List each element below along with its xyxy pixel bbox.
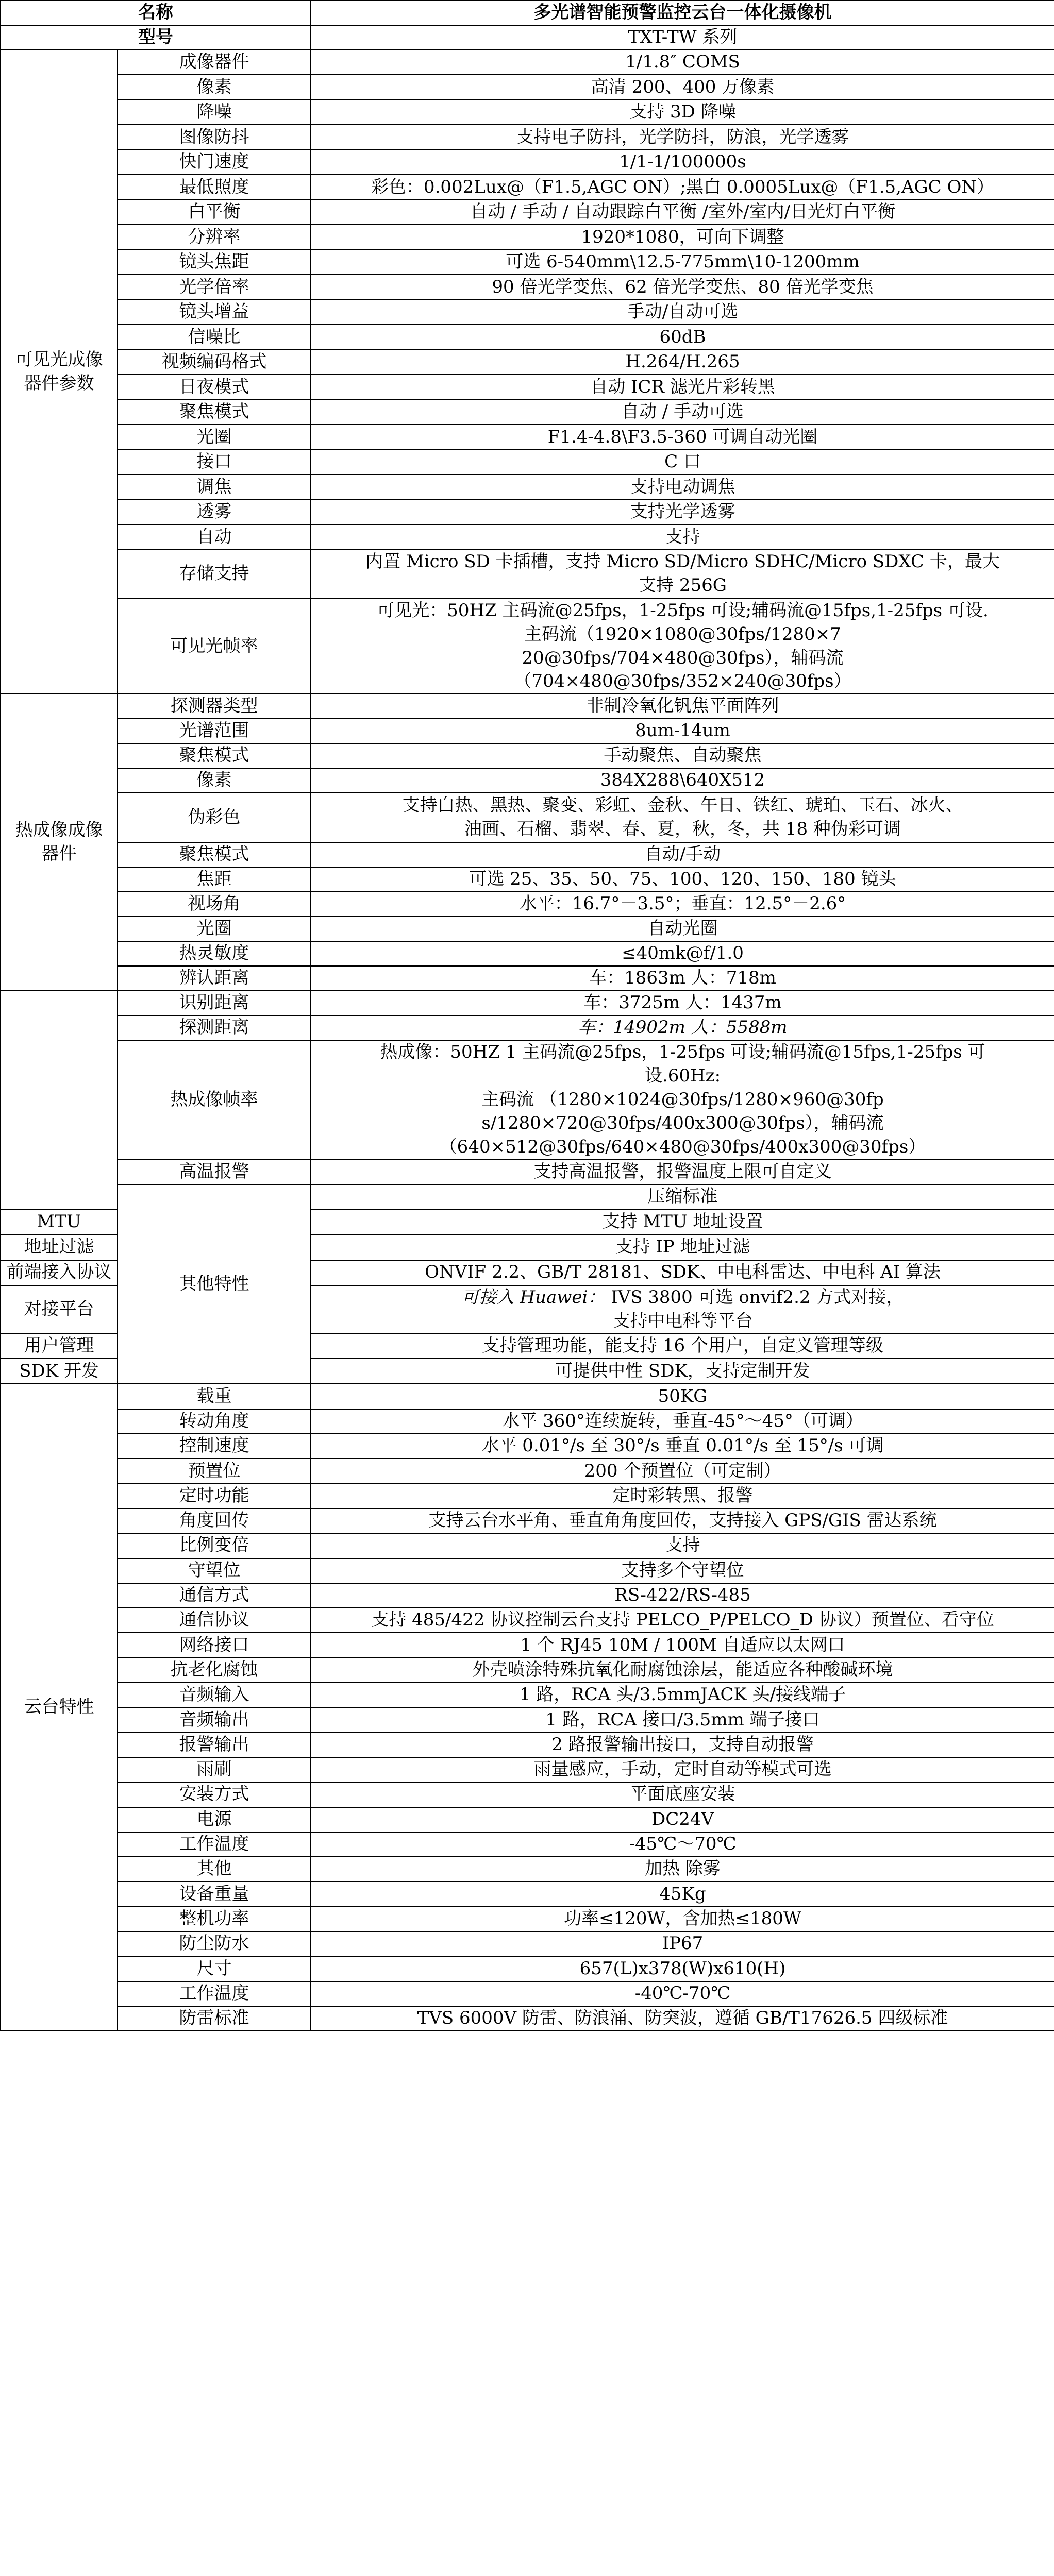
- table-row: [1, 1533, 1054, 1558]
- table-row: [1, 1832, 1054, 1857]
- table-row: [1, 1658, 1054, 1683]
- param-value: 自动 ICR 滤光片彩转黑: [311, 375, 1054, 400]
- param-name: 光谱范围: [118, 719, 311, 743]
- param-value: 1920*1080，可向下调整: [311, 225, 1054, 250]
- table-row: [1, 1981, 1054, 2006]
- table-row: [1, 150, 1054, 175]
- section-label-thermal: 热成像成像器件: [1, 694, 118, 991]
- table-row: [1, 350, 1054, 375]
- table-row: [1, 200, 1054, 225]
- param-name: 前端接入协议: [1, 1260, 118, 1285]
- param-value: 可选 25、35、50、75、100、120、150、180 镜头: [311, 867, 1054, 892]
- table-row: [1, 125, 1054, 150]
- table-row: [1, 719, 1054, 743]
- param-name: 像素: [118, 75, 311, 100]
- param-value: 可选 6-540mm\12.5-775mm\10-1200mm: [311, 250, 1054, 275]
- param-name: 音频输入: [118, 1683, 311, 1707]
- param-value: ≤40mk@f/1.0: [311, 941, 1054, 966]
- table-row: [1, 1509, 1054, 1533]
- param-name: 信噪比: [118, 325, 311, 350]
- param-value: 可提供中性 SDK，支持定制开发: [311, 1359, 1054, 1384]
- section-label-other: 其他特性: [118, 1184, 311, 1384]
- param-name: 焦距: [118, 867, 311, 892]
- param-name: 防尘防水: [118, 1931, 311, 1956]
- param-value: 自动 / 手动可选: [311, 400, 1054, 425]
- param-value: 384X288\640X512: [311, 768, 1054, 793]
- product-title: 多光谱智能预警监控云台一体化摄像机: [311, 1, 1054, 25]
- param-name: 工作温度: [118, 1832, 311, 1857]
- param-name: 抗老化腐蚀: [118, 1658, 311, 1683]
- table-row: [1, 1434, 1054, 1459]
- table-row: [1, 1807, 1054, 1832]
- param-name: 比例变倍: [118, 1533, 311, 1558]
- param-value-detect: 车：14902m 人：5588m: [311, 1015, 1054, 1040]
- param-value: 车：3725m 人：1437m: [311, 991, 1054, 1015]
- param-name: 热成像帧率: [118, 1040, 311, 1159]
- param-name: 像素: [118, 768, 311, 793]
- param-name: SDK 开发: [1, 1359, 118, 1384]
- table-row: [1, 400, 1054, 425]
- table-row: [1, 1015, 1054, 1040]
- param-name: 自动: [118, 524, 311, 550]
- table-row: [1, 425, 1054, 450]
- param-value: 车：1863m 人：718m: [311, 966, 1054, 991]
- table-row: [1, 1683, 1054, 1707]
- table-row: [1, 966, 1054, 991]
- param-name: 透雾: [118, 500, 311, 525]
- value-line: 可接入 Huawei：: [461, 1286, 606, 1308]
- param-name: 地址过滤: [1, 1235, 118, 1260]
- param-value: 1/1-1/100000s: [311, 150, 1054, 175]
- param-name: 控制速度: [118, 1434, 311, 1459]
- param-value: 支持: [311, 1533, 1054, 1558]
- param-value: 外壳喷涂特殊抗氧化耐腐蚀涂层，能适应各种酸碱环境: [311, 1658, 1054, 1683]
- param-value: 水平 0.01°/s 至 30°/s 垂直 0.01°/s 至 15°/s 可调: [311, 1434, 1054, 1459]
- table-row: [1, 1882, 1054, 1906]
- param-value-pseudocolor: [311, 793, 1054, 842]
- param-name: 识别距离: [118, 991, 311, 1015]
- param-value: 非制冷氧化钒焦平面阵列: [311, 694, 1054, 719]
- param-value: 50KG: [311, 1384, 1054, 1409]
- table-row: [1, 375, 1054, 400]
- param-name: 镜头增益: [118, 300, 311, 325]
- param-value: 手动/自动可选: [311, 300, 1054, 325]
- param-name: 图像防抖: [118, 125, 311, 150]
- table-row: [1, 1558, 1054, 1583]
- param-name: 设备重量: [118, 1882, 311, 1906]
- table-row: [1, 1733, 1054, 1757]
- table-row: [1, 100, 1054, 125]
- table-row: [1, 250, 1054, 275]
- value-line: （640×512@30fps/640×480@30fps/400x300@30fps）: [439, 1136, 926, 1157]
- param-name: 防雷标准: [118, 2006, 311, 2031]
- param-name: 伪彩色: [118, 793, 311, 842]
- param-value: 200 个预置位（可定制）: [311, 1459, 1054, 1483]
- param-value: 支持云台水平角、垂直角角度回传，支持接入 GPS/GIS 雷达系统: [311, 1509, 1054, 1533]
- param-value: RS-422/RS-485: [311, 1583, 1054, 1608]
- param-name: 载重: [118, 1384, 311, 1409]
- table-row: [1, 743, 1054, 768]
- name-header-label: 名称: [1, 1, 311, 25]
- table-row: [1, 275, 1054, 300]
- param-value: 支持 IP 地址过滤: [311, 1235, 1054, 1260]
- param-value: 自动/手动: [311, 842, 1054, 867]
- table-row: [1, 1956, 1054, 1981]
- param-value: 支持管理功能，能支持 16 个用户，自定义管理等级: [311, 1333, 1054, 1359]
- param-name: 镜头焦距: [118, 250, 311, 275]
- param-value: 支持 3D 降噪: [311, 100, 1054, 125]
- param-value: C 口: [311, 450, 1054, 475]
- param-value: DC24V: [311, 1807, 1054, 1832]
- param-name: 网络接口: [118, 1633, 311, 1657]
- table-row: [1, 768, 1054, 793]
- table-row: [1, 1040, 1054, 1159]
- param-name: 工作温度: [118, 1981, 311, 2006]
- param-value: H.264/H.265: [311, 350, 1054, 375]
- param-name: 光圈: [118, 425, 311, 450]
- param-value: 1 路，RCA 接口/3.5mm 端子接口: [311, 1707, 1054, 1732]
- param-name: 高温报警: [118, 1160, 311, 1184]
- param-value: 45Kg: [311, 1882, 1054, 1906]
- param-name: MTU: [1, 1210, 118, 1235]
- value-line: 20@30fps/704×480@30fps），辅码流: [522, 647, 844, 668]
- param-value: 雨量感应，手动，定时自动等模式可选: [311, 1757, 1054, 1782]
- model-header-label: 型号: [1, 25, 311, 50]
- param-value: 彩色：0.002Lux@（F1.5,AGC ON）;黑白 0.0005Lux@（F1.5,AGC ON）: [311, 175, 1054, 200]
- table-row: [1, 1384, 1054, 1409]
- param-name: 光学倍率: [118, 275, 311, 300]
- table-row: [1, 25, 1054, 50]
- table-row: [1, 1583, 1054, 1608]
- table-row: [1, 1608, 1054, 1633]
- table-row: [1, 842, 1054, 867]
- table-row: [1, 793, 1054, 842]
- param-value: 支持 485/422 协议控制云台支持 PELCO_P/PELCO_D 协议）预置位、看守位: [311, 1608, 1054, 1633]
- param-name: 压缩标准: [311, 1184, 1054, 1210]
- section-label-blank: [1, 991, 118, 1209]
- table-row: [1, 917, 1054, 941]
- table-row: [1, 225, 1054, 250]
- param-value: -40℃-70℃: [311, 1981, 1054, 2006]
- param-name: 音频输出: [118, 1707, 311, 1732]
- table-row: [1, 694, 1054, 719]
- param-value: 8um-14um: [311, 719, 1054, 743]
- value-line: 支持白热、黑热、聚变、彩虹、金秋、午日、铁红、琥珀、玉石、冰火、: [402, 795, 963, 816]
- param-value: ONVIF 2.2、GB/T 28181、SDK、中电科雷达、中电科 AI 算法: [311, 1260, 1054, 1285]
- value-line: 热成像：50HZ 1 主码流@25fps，1-25fps 可设;辅码流@15fps,1-25fps 可: [380, 1042, 985, 1063]
- value-line: s/1280×720@30fps/400x300@30fps），辅码流: [481, 1113, 884, 1134]
- param-name: 调焦: [118, 474, 311, 500]
- param-value: 自动光圈: [311, 917, 1054, 941]
- param-name: 角度回传: [118, 1509, 311, 1533]
- param-name: 成像器件: [118, 50, 311, 75]
- param-value-storage: [311, 550, 1054, 599]
- value-line: 油画、石榴、翡翠、春、夏，秋，冬，共 18 种伪彩可调: [464, 819, 901, 840]
- table-row: [1, 892, 1054, 917]
- param-name: 聚焦模式: [118, 743, 311, 768]
- param-name: 热灵敏度: [118, 941, 311, 966]
- param-value: 水平 360°连续旋转，垂直-45°～45°（可调）: [311, 1409, 1054, 1434]
- value-line: 支持 256G: [639, 575, 727, 596]
- param-value: 1/1.8″ COMS: [311, 50, 1054, 75]
- param-name: 日夜模式: [118, 375, 311, 400]
- param-name: 聚焦模式: [118, 400, 311, 425]
- param-value: 60dB: [311, 325, 1054, 350]
- param-name: 接口: [118, 450, 311, 475]
- table-row: [1, 1907, 1054, 1931]
- param-name: 尺寸: [118, 1956, 311, 1981]
- param-value: 平面底座安装: [311, 1782, 1054, 1807]
- param-name: 存储支持: [118, 550, 311, 599]
- param-name: 探测器类型: [118, 694, 311, 719]
- param-value: 支持高温报警，报警温度上限可自定义: [311, 1160, 1054, 1184]
- table-row: [1, 1782, 1054, 1807]
- param-name: 分辨率: [118, 225, 311, 250]
- table-row: [1, 550, 1054, 599]
- value-line: 主码流（1920×1080@30fps/1280×7: [524, 623, 841, 645]
- table-row: [1, 867, 1054, 892]
- param-name: 探测距离: [118, 1015, 311, 1040]
- section-label-ptz: 云台特性: [1, 1384, 118, 2031]
- table-row: [1, 325, 1054, 350]
- table-row: [1, 450, 1054, 475]
- param-name: 光圈: [118, 917, 311, 941]
- param-name: 通信方式: [118, 1583, 311, 1608]
- param-value: F1.4-4.8\F3.5-360 可调自动光圈: [311, 425, 1054, 450]
- param-name: 安装方式: [118, 1782, 311, 1807]
- table-row: [1, 1409, 1054, 1434]
- param-value: 支持多个守望位: [311, 1558, 1054, 1583]
- value-line: 可见光：50HZ 主码流@25fps，1-25fps 可设;辅码流@15fps,1-25fps 可设.: [377, 600, 989, 621]
- param-value: -45℃～70℃: [311, 1832, 1054, 1857]
- param-value: 支持: [311, 524, 1054, 550]
- param-value: 水平：16.7°－3.5°；垂直：12.5°－2.6°: [311, 892, 1054, 917]
- param-value: 手动聚焦、自动聚焦: [311, 743, 1054, 768]
- param-value: TVS 6000V 防雷、防浪涌、防突波，遵循 GB/T17626.5 四级标准: [311, 2006, 1054, 2031]
- param-name: 降噪: [118, 100, 311, 125]
- param-value: 90 倍光学变焦、62 倍光学变焦、80 倍光学变焦: [311, 275, 1054, 300]
- param-name: 预置位: [118, 1459, 311, 1483]
- table-row: [1, 1, 1054, 25]
- param-value: 支持电子防抖，光学防抖，防浪，光学透雾: [311, 125, 1054, 150]
- table-row: [1, 1160, 1054, 1184]
- table-row: [1, 524, 1054, 550]
- param-name: 白平衡: [118, 200, 311, 225]
- table-row: [1, 941, 1054, 966]
- table-row: [1, 1757, 1054, 1782]
- table-row: [1, 991, 1054, 1015]
- model-value: TXT-TW 系列: [311, 25, 1054, 50]
- param-name: 定时功能: [118, 1484, 311, 1509]
- param-value: 2 路报警输出接口，支持自动报警: [311, 1733, 1054, 1757]
- table-row: [1, 1857, 1054, 1882]
- table-row: [1, 75, 1054, 100]
- table-row: [1, 1459, 1054, 1483]
- value-line: （704×480@30fps/352×240@30fps）: [514, 671, 851, 692]
- param-name: 用户管理: [1, 1333, 118, 1359]
- value-line: 主码流 （1280×1024@30fps/1280×960@30fp: [481, 1089, 884, 1110]
- param-value: 1 路，RCA 头/3.5mmJACK 头/接线端子: [311, 1683, 1054, 1707]
- param-name: 快门速度: [118, 150, 311, 175]
- param-name: 整机功率: [118, 1907, 311, 1931]
- table-row: [1, 474, 1054, 500]
- param-name: 视频编码格式: [118, 350, 311, 375]
- table-row: [1, 500, 1054, 525]
- param-value: 定时彩转黑、报警: [311, 1484, 1054, 1509]
- value-line: 设.60Hz:: [644, 1065, 721, 1087]
- param-value-visible-framerate: [311, 599, 1054, 694]
- param-name: 雨刷: [118, 1757, 311, 1782]
- param-value: 支持电动调焦: [311, 474, 1054, 500]
- param-name: 电源: [118, 1807, 311, 1832]
- param-name: 可见光帧率: [118, 599, 311, 694]
- param-value: 支持 MTU 地址设置: [311, 1210, 1054, 1235]
- param-value-dock: [311, 1285, 1054, 1334]
- param-name: 其他: [118, 1857, 311, 1882]
- table-row: [1, 599, 1054, 694]
- param-name: 最低照度: [118, 175, 311, 200]
- table-row: [1, 1184, 1054, 1210]
- param-name: 辨认距离: [118, 966, 311, 991]
- section-label-visible: 可见光成像器件参数: [1, 50, 118, 694]
- param-name: 对接平台: [1, 1285, 118, 1334]
- param-name: 守望位: [118, 1558, 311, 1583]
- table-row: [1, 50, 1054, 75]
- param-value: 高清 200、400 万像素: [311, 75, 1054, 100]
- param-value: 支持光学透雾: [311, 500, 1054, 525]
- param-name: 报警输出: [118, 1733, 311, 1757]
- param-value: 加热 除雾: [311, 1857, 1054, 1882]
- param-value: IP67: [311, 1931, 1054, 1956]
- param-value-thermal-framerate: [311, 1040, 1054, 1159]
- param-value: 657(L)x378(W)x610(H): [311, 1956, 1054, 1981]
- table-row: [1, 1931, 1054, 1956]
- value-line: IVS 3800 可选 onvif2.2 方式对接，: [611, 1286, 904, 1308]
- param-name: 通信协议: [118, 1608, 311, 1633]
- param-value: 功率≤120W，含加热≤180W: [311, 1907, 1054, 1931]
- table-row: [1, 300, 1054, 325]
- value-line: 支持中电科等平台: [612, 1310, 753, 1331]
- table-row: [1, 2006, 1054, 2031]
- param-value: 自动 / 手动 / 自动跟踪白平衡 /室外/室内/日光灯白平衡: [311, 200, 1054, 225]
- param-name: 视场角: [118, 892, 311, 917]
- param-value: 1 个 RJ45 10M / 100M 自适应以太网口: [311, 1633, 1054, 1657]
- value-line: 内置 Micro SD 卡插槽，支持 Micro SD/Micro SDHC/Micro SDXC 卡，最大: [365, 551, 1000, 572]
- table-row: [1, 1484, 1054, 1509]
- param-name: 聚焦模式: [118, 842, 311, 867]
- table-row: [1, 175, 1054, 200]
- table-row: [1, 1633, 1054, 1657]
- param-name: 转动角度: [118, 1409, 311, 1434]
- table-row: [1, 1707, 1054, 1732]
